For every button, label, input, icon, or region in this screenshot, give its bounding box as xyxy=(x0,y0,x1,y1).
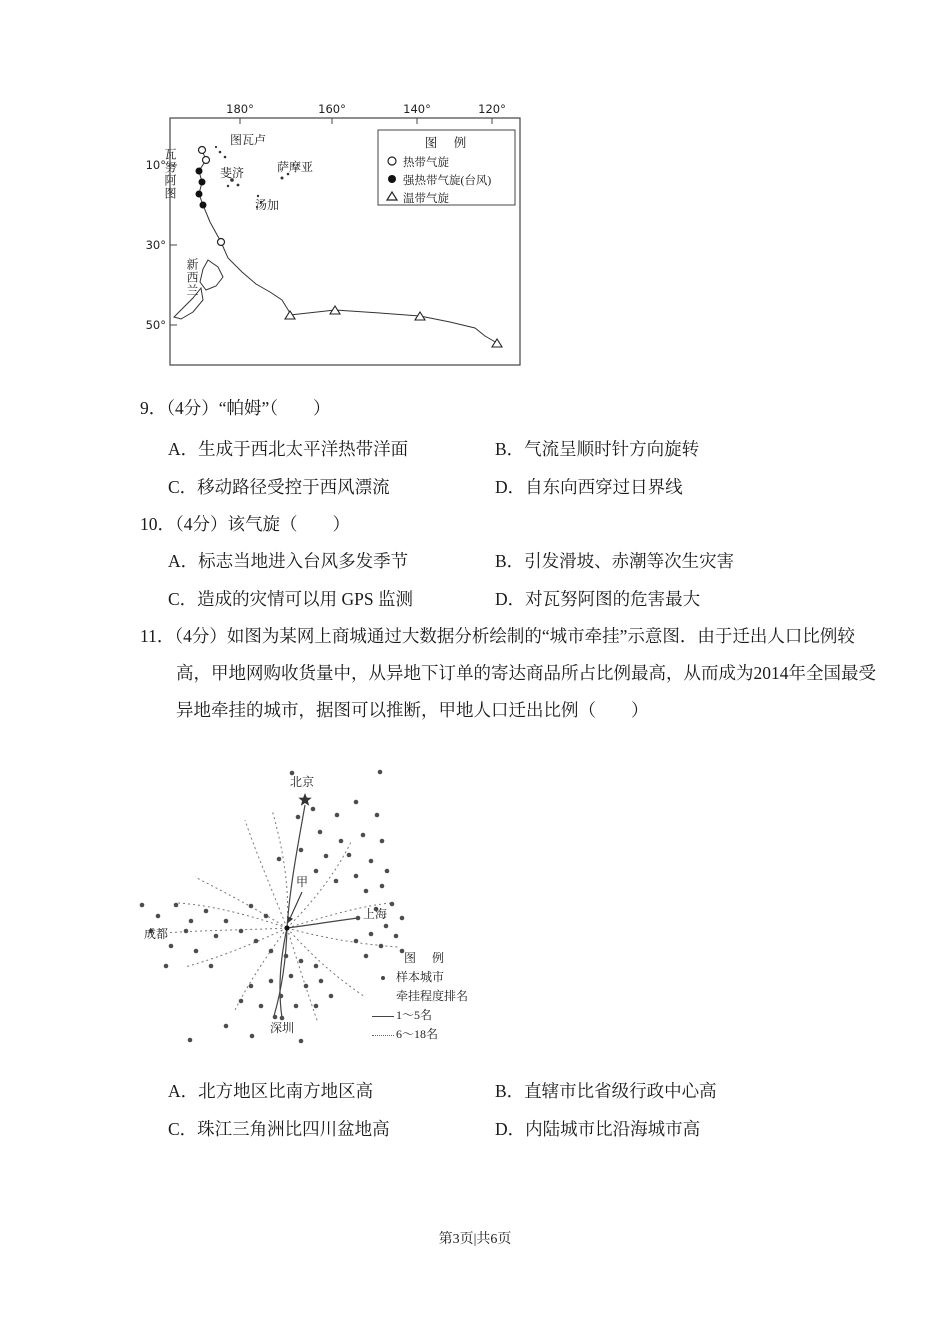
cyclone-map-figure xyxy=(130,100,540,380)
q9-option-a: A．生成于西北太平洋热带洋面 xyxy=(168,439,409,459)
q11-option-d: D．内陆城市比沿海城市高 xyxy=(495,1119,701,1139)
fiji-label: 斐济 xyxy=(220,166,245,180)
q11-option-a: A．北方地区比南方地区高 xyxy=(168,1081,374,1101)
question-9-number: 9． xyxy=(140,398,167,418)
shenzhen-label: 深圳 xyxy=(270,1021,295,1035)
question-9-options-row-1 xyxy=(0,436,950,466)
solid-line-icon xyxy=(370,1006,396,1025)
question-11-options-row-1 xyxy=(0,1078,950,1108)
samoa-label: 萨摩亚 xyxy=(277,160,314,174)
jia-label: 甲 xyxy=(296,875,309,889)
chengdu-label: 成都 xyxy=(144,927,169,941)
lon-label-140: 140° xyxy=(403,102,431,116)
map-legend-title: 图 例 xyxy=(424,136,469,150)
question-9-stem: （4分）“帕姆”（ ） xyxy=(166,398,331,418)
city-attachment-figure xyxy=(130,755,540,1065)
lat-label-50: 50° xyxy=(145,318,166,332)
page-footer: 第3页|共6页 xyxy=(438,1232,512,1247)
beijing-label: 北京 xyxy=(290,775,315,789)
legend-sample-city-label: 样本城市 xyxy=(396,970,445,984)
new-zealand-north-island xyxy=(200,260,223,290)
jia-pointer-line xyxy=(290,892,302,918)
q10-option-b: B．引发滑坡、赤潮等次生灾害 xyxy=(495,551,735,571)
q10-option-c: C．造成的灾情可以用 GPS 监测 xyxy=(168,589,414,609)
cyclone-track-line xyxy=(199,150,290,313)
cyclone-track-line-east xyxy=(290,310,497,343)
city-jia-hub-point xyxy=(284,925,289,930)
q9-option-b: B．气流呈顺时针方向旋转 xyxy=(495,439,700,459)
q9-option-d: D．自东向西穿过日界线 xyxy=(495,477,683,497)
legend-rank-row xyxy=(370,987,530,1006)
question-9-options-row-2 xyxy=(0,474,950,504)
q11-option-c: C．珠江三角洲比四川盆地高 xyxy=(168,1119,390,1139)
q10-option-a: A．标志当地进入台风多发季节 xyxy=(168,551,409,571)
city-map-legend xyxy=(370,949,530,1044)
vanuatu-label: 瓦努阿图 xyxy=(163,148,177,200)
lon-label-180: 180° xyxy=(226,102,254,116)
legend-dotted-line-row xyxy=(370,1025,530,1044)
lon-label-160: 160° xyxy=(318,102,346,116)
question-9 xyxy=(140,390,876,427)
lat-label-30: 30° xyxy=(145,238,166,252)
legend-solid-label: 1～5名 xyxy=(396,1008,433,1022)
q9-option-c: C．移动路径受控于西风漂流 xyxy=(168,477,390,497)
legend-dotted-label: 6～18名 xyxy=(396,1027,439,1041)
question-10-options-row-1 xyxy=(0,548,950,578)
legend-extratropical-label: 温带气旋 xyxy=(403,193,449,205)
city-map-legend-title: 图 例 xyxy=(403,951,446,965)
severe-tropical-cyclone-symbol xyxy=(388,175,396,183)
question-10-number: 10． xyxy=(140,514,175,534)
question-11-options-row-2 xyxy=(0,1116,950,1146)
question-10-options-row-2 xyxy=(0,586,950,616)
tuvalu-label: 图瓦卢 xyxy=(230,133,267,147)
question-11-number: 11． xyxy=(140,626,175,646)
tropical-cyclone-symbol xyxy=(388,157,396,165)
shanghai-label: 上海 xyxy=(363,907,388,921)
legend-severe-cyclone-label: 强热带气旋(台风) xyxy=(403,175,492,187)
sample-city-dot-icon xyxy=(370,968,396,987)
q11-option-b: B．直辖市比省级行政中心高 xyxy=(495,1081,717,1101)
lat-label-10: 10° xyxy=(145,158,166,172)
question-11-stem: （4分）如图为某网上商城通过大数据分析绘制的“城市牵挂”示意图．由于迁出人口比例较高，甲地网购收货量中，从异地下订单的寄达商品所占比例最高，从而成为2014年全国最受异地牵挂的城市，据图可以推断，甲地人口迁出比例（ ） xyxy=(174,626,876,720)
tonga-label: 汤加 xyxy=(255,198,280,212)
question-10-stem: （4分）该气旋（ ） xyxy=(175,514,350,534)
question-11 xyxy=(140,618,876,729)
beijing-star-icon xyxy=(298,793,311,806)
legend-tropical-cyclone-label: 热带气旋 xyxy=(403,157,449,169)
legend-rank-label: 牵挂程度排名 xyxy=(396,989,469,1003)
lon-label-120: 120° xyxy=(478,102,506,116)
legend-solid-line-row xyxy=(370,1006,530,1025)
question-10 xyxy=(140,506,876,543)
dotted-line-icon xyxy=(370,1025,396,1044)
q10-option-d: D．对瓦努阿图的危害最大 xyxy=(495,589,701,609)
legend-sample-city-row xyxy=(370,968,530,987)
new-zealand-label: 新西兰 xyxy=(185,258,199,297)
